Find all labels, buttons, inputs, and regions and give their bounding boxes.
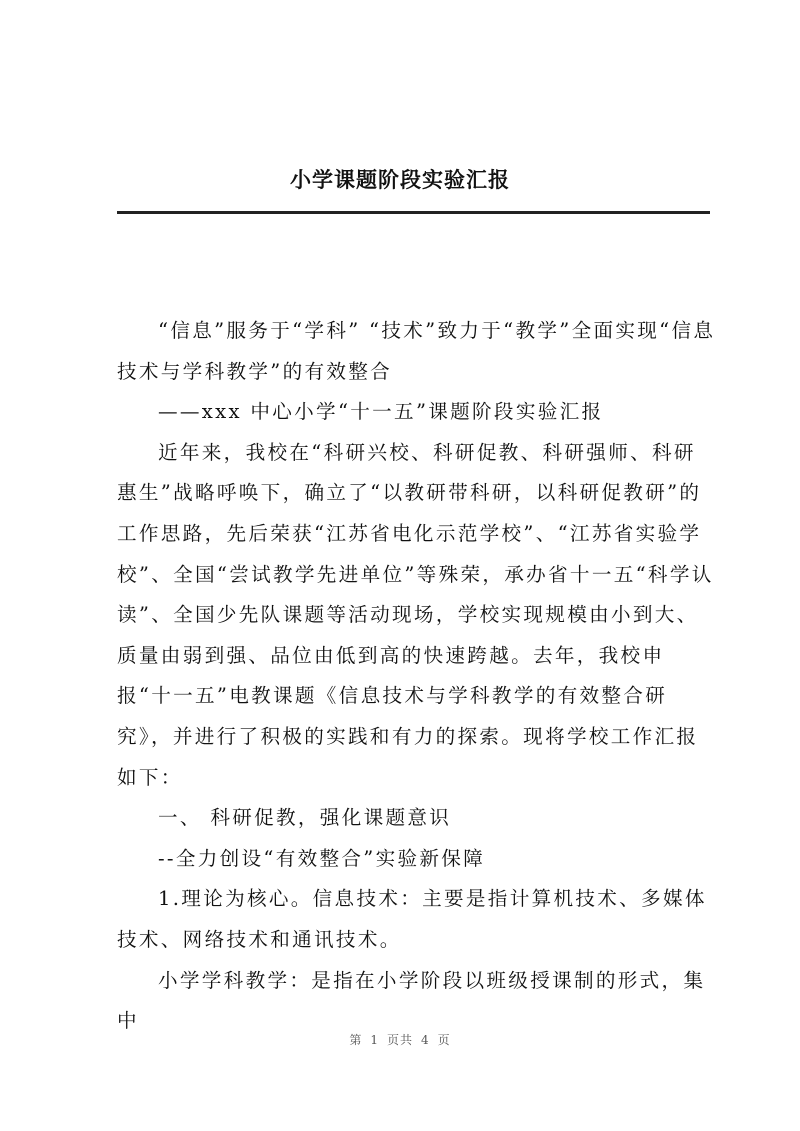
footer-page-total: 4 <box>421 1033 430 1047</box>
footer-suffix: 页 <box>437 1033 451 1047</box>
document-title: 小学课题阶段实验汇报 <box>290 167 510 192</box>
paragraph-subject-teaching: 小学学科教学：是指在小学阶段以班级授课制的形式，集中 <box>117 968 706 1033</box>
paragraph-theory: 1.理论为核心。信息技术：主要是指计算机技术、多媒体技术、网络技术和通讯技术。 <box>117 887 707 951</box>
footer-prefix: 第 <box>349 1033 363 1047</box>
paragraph-subtitle: ——xxx 中心小学“十一五”课题阶段实验汇报 <box>158 400 604 424</box>
page-footer <box>0 1031 800 1048</box>
footer-middle: 页共 <box>386 1033 413 1047</box>
paragraph-section-one: 一、 科研促教，强化课题意识 <box>158 806 452 830</box>
paragraph-intro: 近年来，我校在“科研兴校、科研促教、科研强师、科研惠生”战略呼唤下，确立了“以教研带科研，以科研促教研”的工作思路，先后荣获“江苏省电化示范学校”、“江苏省实验学校”、全国“尝试教学先进单位”等殊荣，承办省十一五“科学认读”、全国少先队课题等活动现场，学校实现规模由小到大、质量由弱到强、品位由低到高的快速跨越。去年，我校申报“十一五”电教课题《信息技术与学科教学的有效整合研究》，并进行了积极的实践和有力的探索。现将学校工作汇报如下： <box>117 440 714 789</box>
paragraph-section-one-sub: --全力创设“有效整合”实验新保障 <box>158 846 486 870</box>
document-body <box>117 311 717 1042</box>
title-divider <box>117 211 710 214</box>
footer-page-number: 1 <box>370 1033 379 1047</box>
paragraph-heading: “信息”服务于“学科” “技术”致力于“教学”全面实现“信息技术与学科教学”的有效整合 <box>117 319 716 383</box>
